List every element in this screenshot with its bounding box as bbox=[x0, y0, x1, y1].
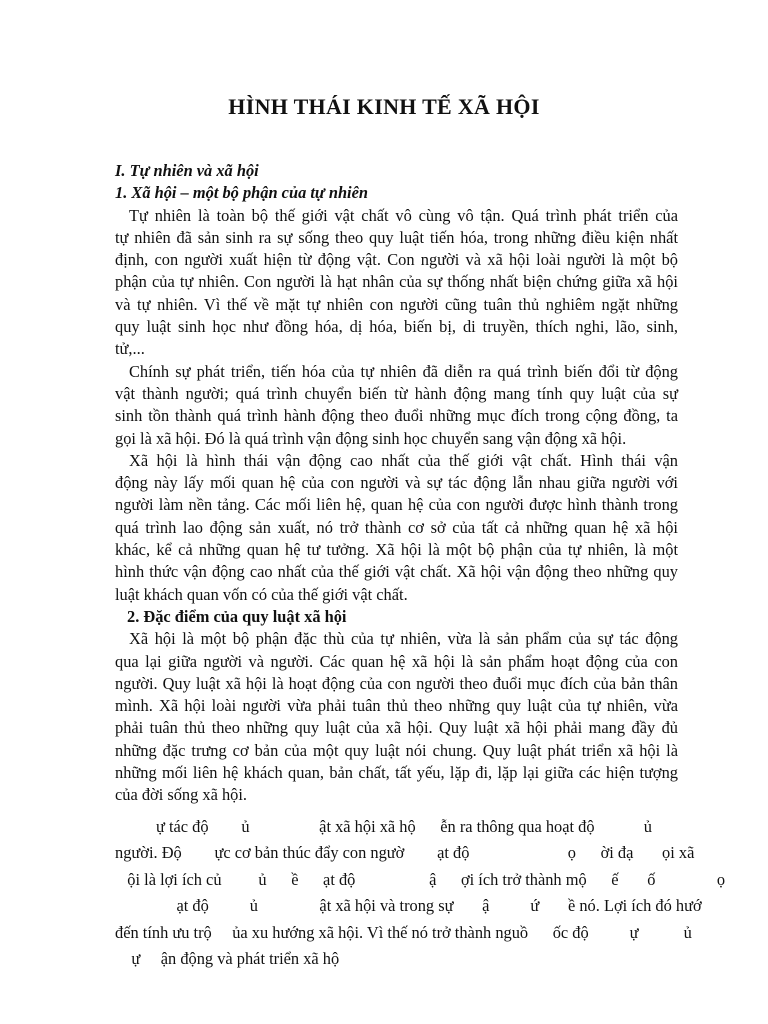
text-line: gọi là xã hội. Đó là quá trình vận động sinh học chuyển sang vận động xã hội. bbox=[115, 428, 627, 448]
text-line: luật khách quan vốn có của thế giới vật chất. bbox=[115, 584, 408, 604]
text-line: những mối liên hệ khách quan, bản chất, tất yếu, lặp đi, lặp lại giữa các hiện tượng bbox=[115, 763, 678, 783]
text-line: Xã hội là một bộ phận đặc thù của tự nhiên, vừa là sản phẩm của sự tác động bbox=[129, 629, 678, 649]
text-line: ạt độ ủ ật xã hội và trong sự ậ ứ ề nó. Lợi ích đó hướ bbox=[115, 896, 702, 916]
text-line: và tự nhiên. Vì thế về mặt tự nhiên con người cũng tuân thủ nghiêm ngặt những bbox=[115, 294, 678, 314]
text-line: ự ận động và phát triển xã hộ bbox=[115, 949, 340, 969]
spacer bbox=[115, 807, 678, 814]
document-title: HÌNH THÁI KINH TẾ XÃ HỘI bbox=[228, 94, 540, 119]
text-line: của đời sống xã hội. bbox=[115, 785, 248, 805]
section-subheading: 1. Xã hội – một bộ phận của tự nhiên bbox=[115, 183, 369, 203]
paragraph bbox=[115, 450, 678, 606]
text-line: Xã hội là hình thái vận động cao nhất của thế giới vật chất. Hình thái vận bbox=[129, 450, 678, 470]
text-line: vật thành người; quá trình chuyển biến từ hành động mang tính quy luật của sự bbox=[115, 383, 678, 403]
paragraph bbox=[115, 628, 678, 806]
text-line: hình thức vận động cao nhất của thế giới vật chất. Xã hội vận động theo những quy bbox=[115, 562, 678, 582]
document-body bbox=[115, 160, 726, 973]
text-line: phải tuân thủ theo những quy luật của xã hội. Quy luật xã hội phải mang đầy đủ bbox=[115, 718, 678, 738]
text-line: người. Quy luật xã hội là hoạt động của con người theo đuổi mục đích của bản thân bbox=[115, 673, 678, 693]
text-line: người. Độ ực cơ bản thúc đẩy con ngườ ạt độ ọ ời đạ ọi xã bbox=[115, 843, 695, 863]
text-line: ự tác độ ủ ật xã hội xã hộ ễn ra thông qua hoạt độ ủ bbox=[115, 816, 652, 836]
text-line: sinh tồn thành quá trình hành động theo đuổi những mục đích trong cộng đồng, ta bbox=[115, 406, 678, 426]
text-line: Tự nhiên là toàn bộ thế giới vật chất vô cùng vô tận. Quá trình phát triển của bbox=[129, 205, 678, 225]
text-line: tự nhiên đã sản sinh ra sự sống theo quy luật tiến hóa, trong những điều kiện nhất bbox=[115, 227, 678, 247]
text-line: mình. Xã hội loài người vừa phải tuân thủ theo những quy luật của tự nhiên, vừa bbox=[115, 696, 678, 716]
text-line: qua lại giữa người và người. Các quan hệ xã hội là sản phẩm hoạt động của con bbox=[115, 651, 678, 671]
text-line: quy luật sinh học như đồng hóa, dị hóa, biến bị, di truyền, thích nghi, lão, sinh, bbox=[115, 317, 678, 337]
text-line: định, con người xuất hiện từ động vật. Con người và xã hội loài người là một bộ bbox=[115, 250, 678, 270]
text-line: ội là lợi ích củ ủ ề ạt độ ậ ợi ích trở thành mộ ế ố ọ bbox=[115, 869, 726, 889]
text-line: tử,... bbox=[115, 339, 145, 359]
garbled-paragraph bbox=[115, 814, 726, 973]
section-heading: 2. Đặc điểm của quy luật xã hội bbox=[127, 606, 347, 626]
paragraph bbox=[115, 361, 678, 450]
text-line: những đặc trưng cơ bản của một quy luật nói chung. Quy luật phát triển xã hội là bbox=[115, 740, 678, 760]
paragraph bbox=[115, 205, 678, 361]
text-line: phận của tự nhiên. Con người là hạt nhân của sự thống nhất biện chứng giữa xã hội bbox=[115, 272, 678, 292]
text-line: người làm nền tảng. Các mối liên hệ, quan hệ của con người được hình thành trong bbox=[115, 495, 678, 515]
text-line: khác, kể cả những quan hệ tư tưởng. Xã hội là một bộ phận của tự nhiên, là một bbox=[115, 540, 678, 560]
text-line: Chính sự phát triển, tiến hóa của tự nhiên đã diễn ra quá trình biến đổi từ động bbox=[129, 361, 678, 381]
text-line: đến tính ưu trộ ủa xu hướng xã hội. Vì thế nó trở thành nguồ ốc độ ự ủ bbox=[115, 922, 692, 942]
text-line: động này lấy mối quan hệ của con người và sự tác động lẫn nhau giữa người với bbox=[115, 473, 678, 493]
section-heading: I. Tự nhiên và xã hội bbox=[115, 161, 259, 180]
text-line: quá trình lao động sản xuất, nó trở thành cơ sở của tất cả những quan hệ xã hội bbox=[115, 517, 678, 537]
